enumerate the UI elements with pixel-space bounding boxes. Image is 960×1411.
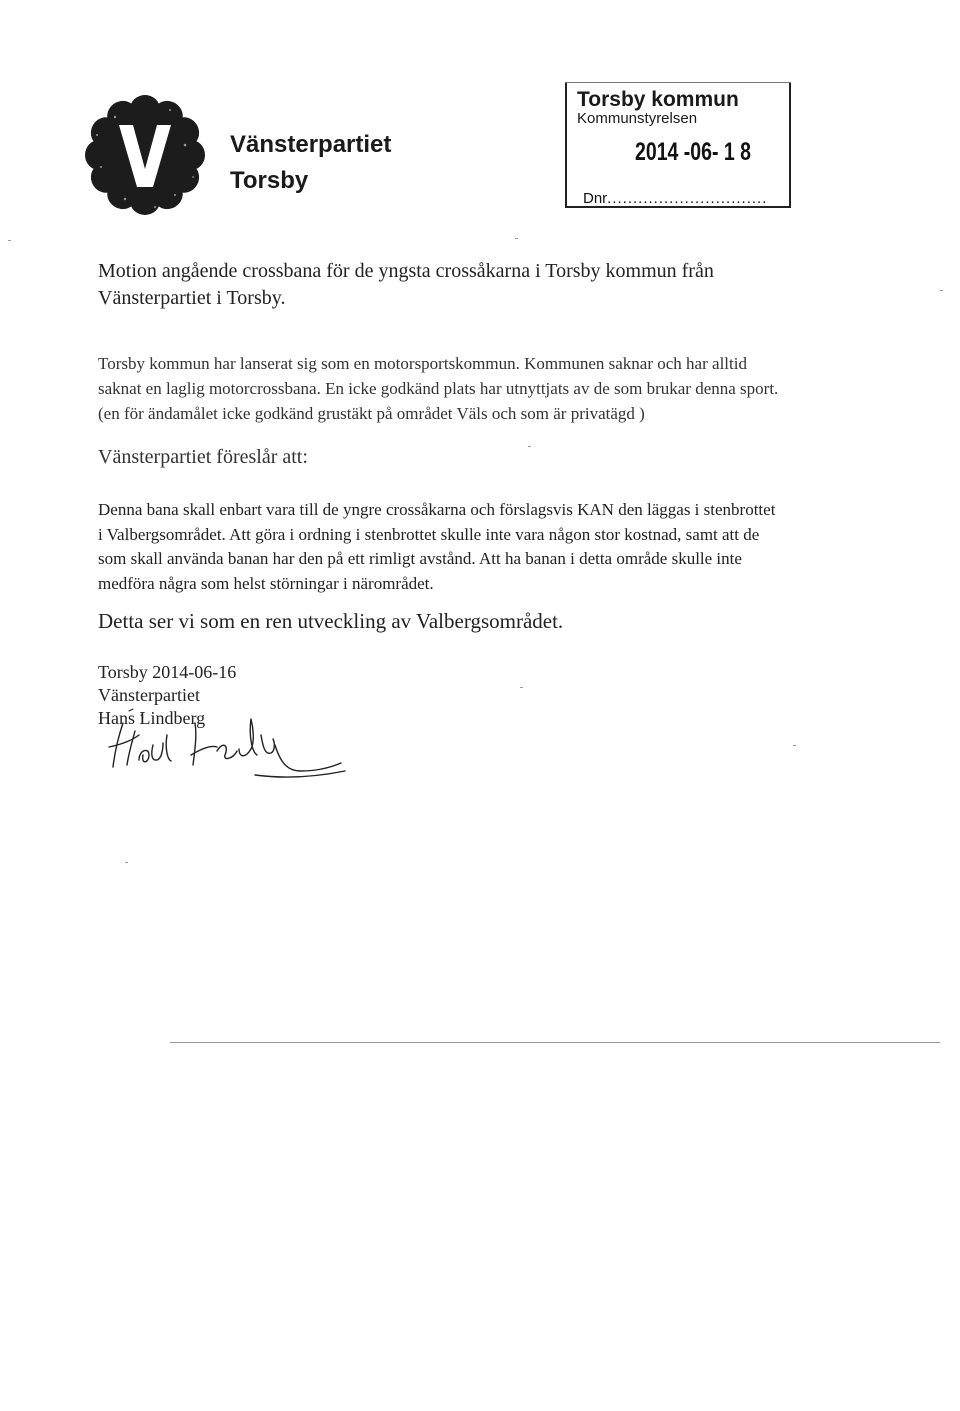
proposal-line: i Valbergsområdet. Att göra i ordning i stenbrottet skulle inte vara någon stor kostnad, samt att de — [98, 524, 760, 544]
intro-line: Torsby kommun har lanserat sig som en motorsportskommun. Kommunen saknar och har alltid — [98, 354, 747, 373]
intro-line: saknat en laglig motorcrossbana. En icke godkänd plats har utnyttjats av de som brukar denna sport. — [98, 379, 779, 398]
intro-line: (en för ändamålet icke godkänd grustäkt på området Väls och som är privatägd ) — [98, 404, 645, 423]
proposal-line: Denna bana skall enbart vara till de yngre crossåkarna och förslagsvis KAN den läggas i stenbrottet — [98, 500, 776, 519]
signoff-party: Vänsterpartiet — [98, 685, 200, 705]
proposal-line: medföra några som helst störningar i närområdet. — [98, 573, 434, 593]
scan-speck — [515, 238, 518, 239]
received-stamp — [565, 82, 791, 208]
proposal-heading: Vänsterpartiet föreslår att: — [98, 446, 308, 468]
stamp-dnr — [583, 190, 767, 207]
stamp-dnr-dots: ............................... — [607, 190, 768, 207]
scan-speck — [940, 290, 943, 291]
stamp-dnr-label: Dnr — [583, 190, 608, 207]
proposal-paragraph — [98, 498, 918, 596]
party-logo — [82, 92, 208, 218]
scan-speck — [125, 862, 128, 863]
party-header — [230, 130, 391, 196]
title-line: Vänsterpartiet i Torsby. — [98, 287, 286, 309]
scan-speck — [520, 687, 523, 688]
signoff-name: Hans Lindberg — [98, 708, 206, 728]
stamp-date: 2014 -06- 1 8 — [635, 138, 752, 166]
scan-speck — [8, 240, 11, 241]
stamp-organization: Torsby kommun — [577, 88, 739, 111]
handwritten-signature — [105, 705, 355, 795]
conclusion: Detta ser vi som en ren utveckling av Valbergsområdet. — [98, 609, 564, 633]
party-city: Torsby — [230, 167, 309, 194]
stamp-department: Kommunstyrelsen — [577, 110, 698, 127]
party-logo-icon — [82, 92, 208, 218]
motion-title — [98, 258, 838, 312]
footer-divider — [170, 1042, 940, 1043]
party-name: Vänsterpartiet — [230, 131, 392, 158]
signature-icon — [105, 705, 355, 795]
intro-paragraph — [98, 351, 888, 426]
title-line: Motion angående crossbana för de yngsta crossåkarna i Torsby kommun från — [98, 260, 714, 282]
signoff-place-date: Torsby 2014-06-16 — [98, 662, 237, 682]
proposal-line: som skall använda banan har den på ett rimligt avstånd. Att ha banan i detta område skulle inte — [98, 549, 742, 568]
scan-speck — [793, 745, 796, 746]
scan-speck — [528, 446, 531, 447]
